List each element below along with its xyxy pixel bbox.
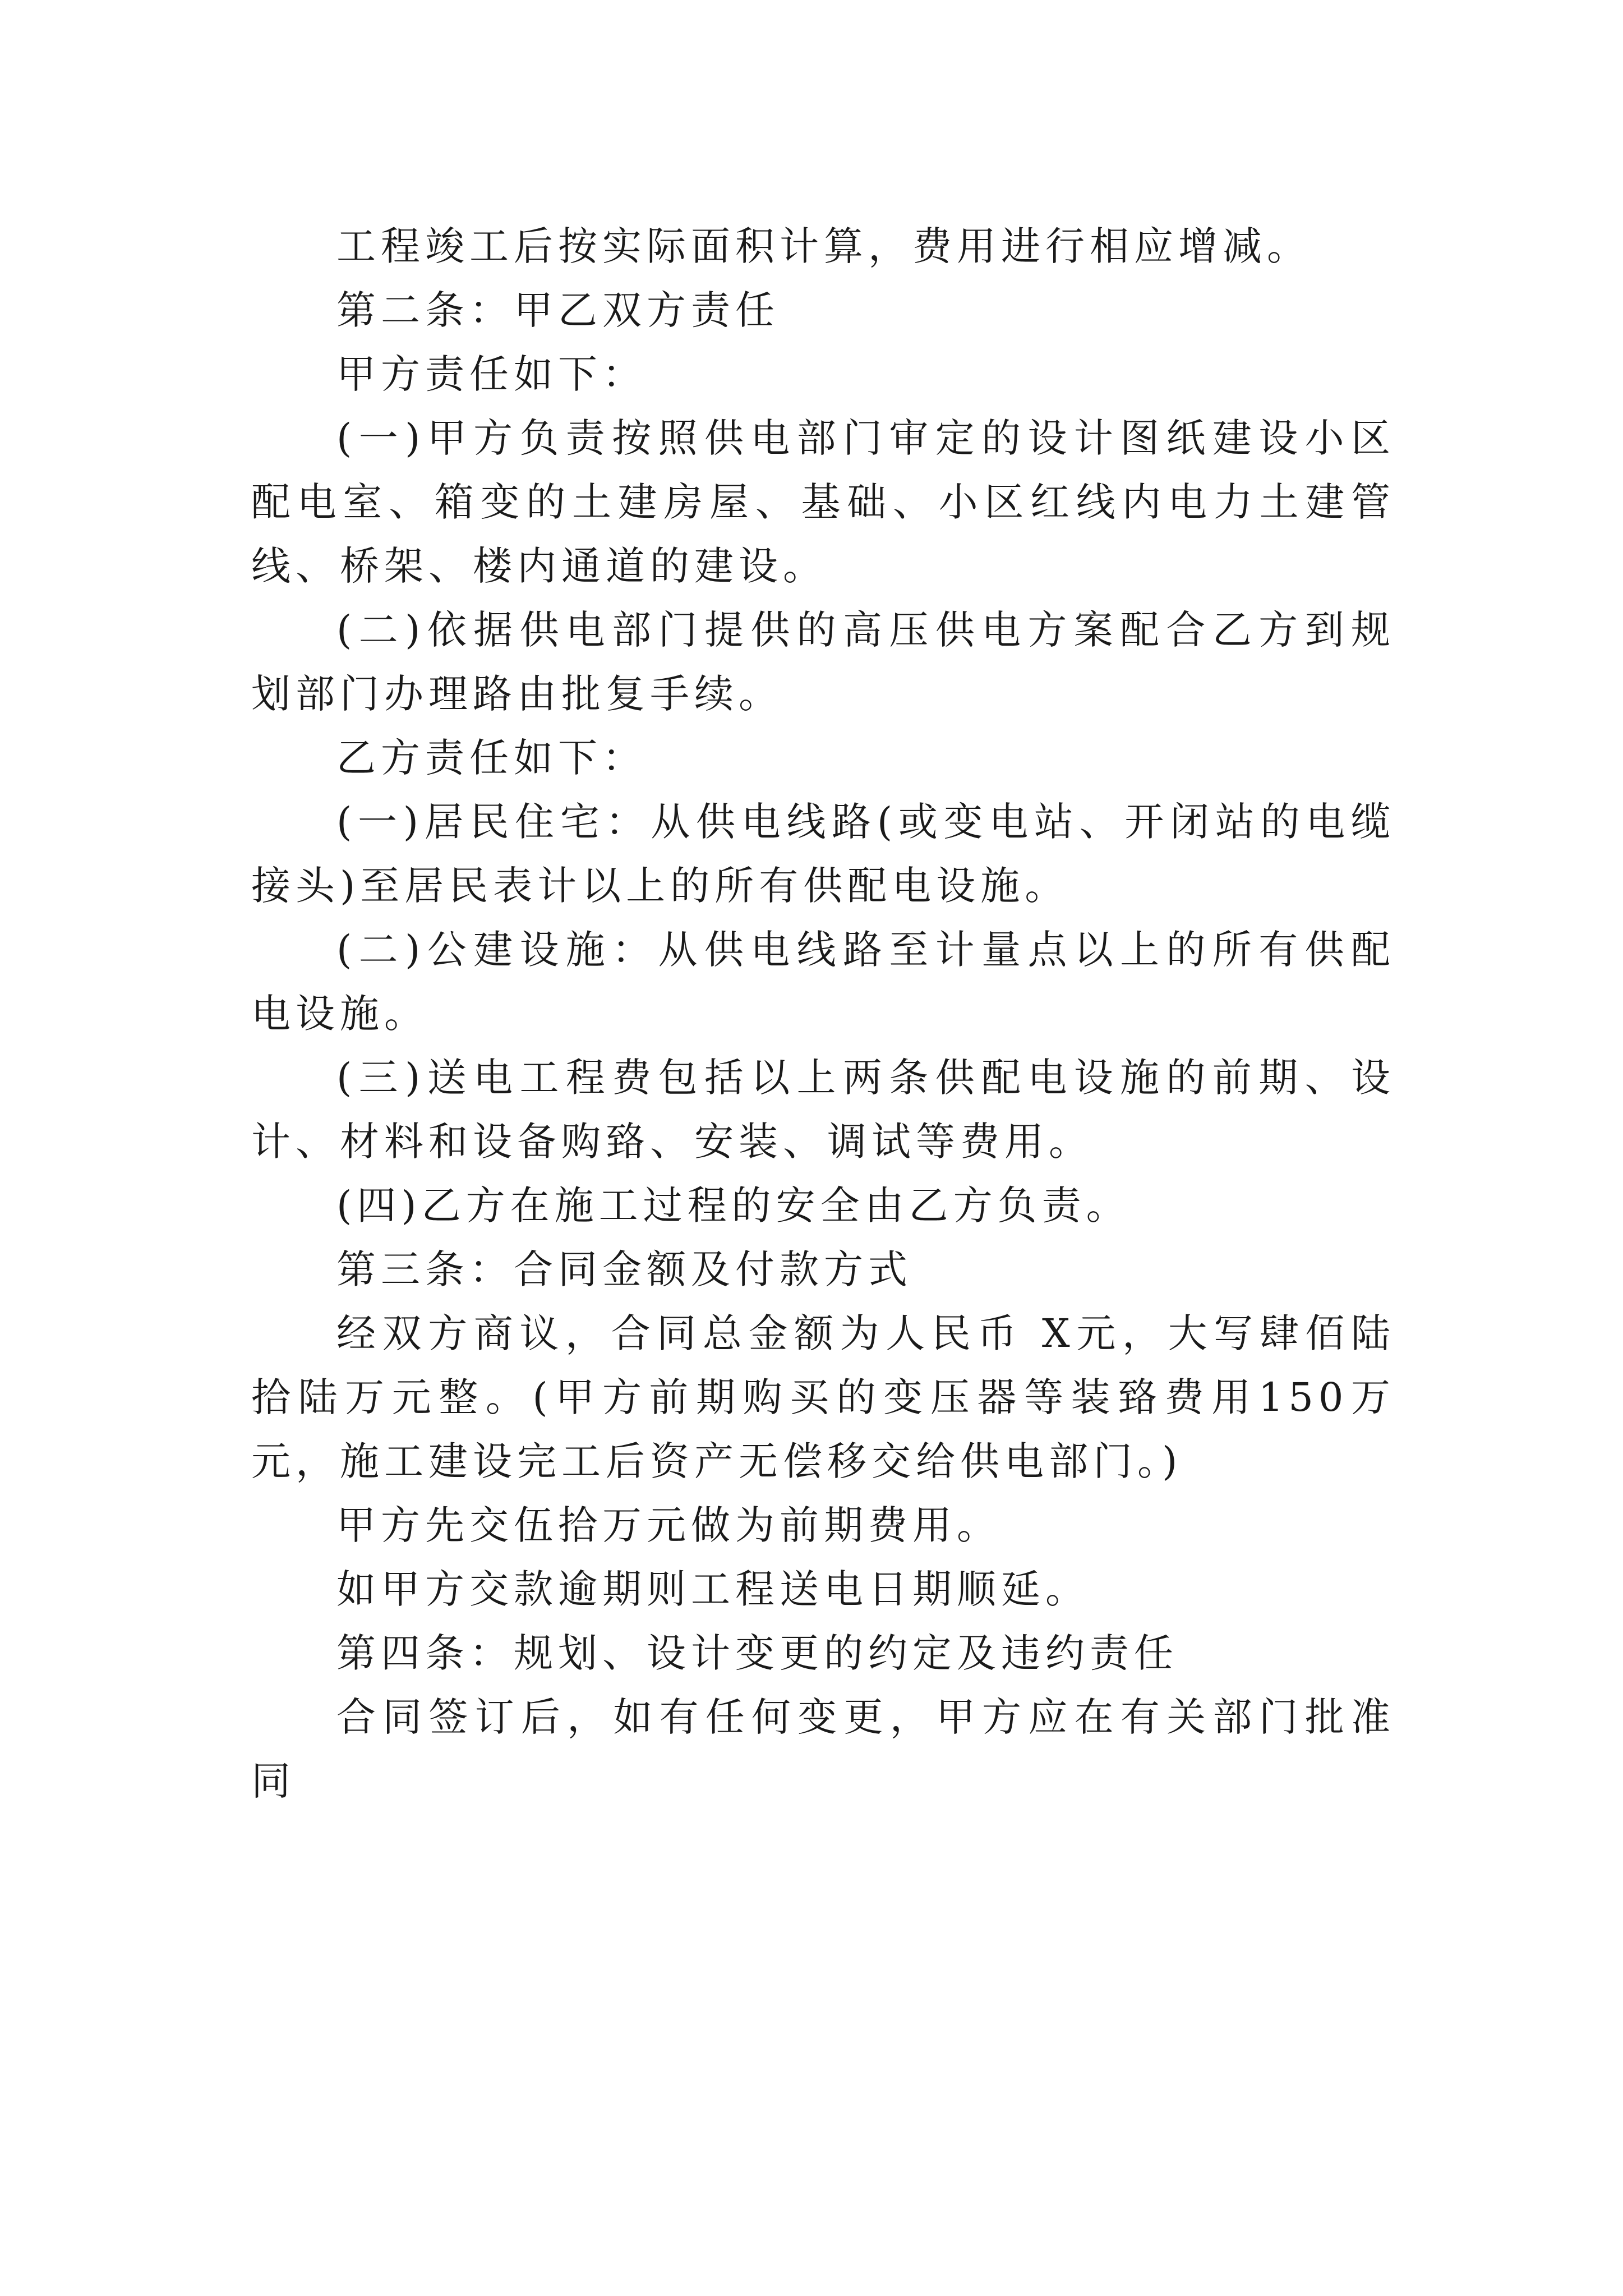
subheading-party-a-duties: 甲方责任如下： bbox=[336, 351, 647, 397]
paragraph-party-b-item-1: (一)居民住宅：从供电线路(或变电站、开闭站的电缆接头)至居民表计以上的所有供配电设施。 bbox=[251, 799, 1395, 909]
paragraph-changes: 合同签订后，如有任何变更，甲方应在有关部门批准同 bbox=[251, 1694, 1395, 1804]
subheading-party-b-duties: 乙方责任如下： bbox=[336, 735, 647, 781]
paragraph-completion-area: 工程竣工后按实际面积计算，费用进行相应增减。 bbox=[336, 223, 1311, 269]
paragraph-advance-payment: 甲方先交伍拾万元做为前期费用。 bbox=[336, 1502, 1001, 1548]
paragraph-contract-amount: 经双方商议，合同总金额为人民币 X元，大写肆佰陆拾陆万元整。(甲方前期购买的变压器等装臵费用150万元，施工建设完工后资产无偿移交给供电部门。) bbox=[251, 1310, 1395, 1484]
document-body bbox=[251, 214, 1395, 1813]
section-heading-article-2: 第二条：甲乙双方责任 bbox=[336, 287, 780, 333]
paragraph-party-a-item-1: (一)甲方负责按照供电部门审定的设计图纸建设小区配电室、箱变的土建房屋、基础、小区红线内电力土建管线、桥架、楼内通道的建设。 bbox=[251, 415, 1395, 589]
paragraph-party-b-item-3: (三)送电工程费包括以上两条供配电设施的前期、设计、材料和设备购臵、安装、调试等费用。 bbox=[251, 1055, 1395, 1165]
section-heading-article-4: 第四条：规划、设计变更的约定及违约责任 bbox=[336, 1630, 1178, 1676]
paragraph-party-b-item-4: (四)乙方在施工过程的安全由乙方负责。 bbox=[336, 1182, 1131, 1228]
section-heading-article-3: 第三条：合同金额及付款方式 bbox=[336, 1246, 912, 1292]
paragraph-late-payment: 如甲方交款逾期则工程送电日期顺延。 bbox=[336, 1566, 1090, 1612]
paragraph-party-b-item-2: (二)公建设施：从供电线路至计量点以上的所有供配电设施。 bbox=[251, 927, 1395, 1037]
paragraph-party-a-item-2: (二)依据供电部门提供的高压供电方案配合乙方到规划部门办理路由批复手续。 bbox=[251, 607, 1395, 717]
